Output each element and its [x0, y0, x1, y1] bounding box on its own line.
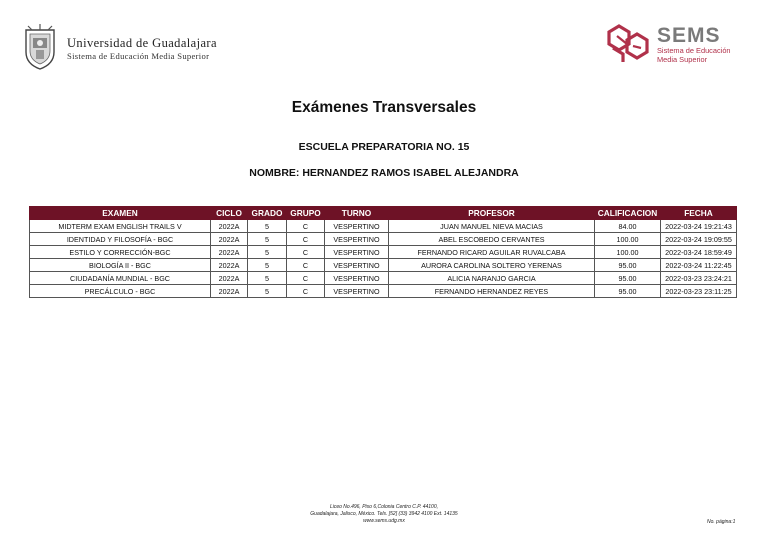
- cell-teacher: JUAN MANUEL NIEVA MACIAS: [389, 220, 595, 233]
- cell-shift: VESPERTINO: [325, 259, 389, 272]
- table-row: [30, 246, 737, 259]
- cell-cycle: 2022A: [211, 285, 248, 298]
- cell-exam: ESTILO Y CORRECCIÓN-BGC: [30, 246, 211, 259]
- cell-group: C: [287, 285, 325, 298]
- column-header-shift: TURNO: [325, 207, 389, 220]
- school-name: ESCUELA PREPARATORIA NO. 15: [298, 141, 470, 153]
- cell-shift: VESPERTINO: [325, 272, 389, 285]
- udg-subtitle: Sistema de Educación Media Superior: [67, 51, 210, 61]
- grades-table: [29, 206, 737, 298]
- cell-cycle: 2022A: [211, 220, 248, 233]
- table-row: [30, 285, 737, 298]
- cell-group: C: [287, 220, 325, 233]
- table-row: [30, 220, 737, 233]
- sems-mark-icon: [605, 24, 651, 64]
- column-header-group: GRUPO: [287, 207, 325, 220]
- table-row: [30, 233, 737, 246]
- cell-grade: 5: [248, 272, 287, 285]
- cell-shift: VESPERTINO: [325, 285, 389, 298]
- table-row: [30, 259, 737, 272]
- cell-score: 84.00: [595, 220, 661, 233]
- cell-exam: PRECÁLCULO - BGC: [30, 285, 211, 298]
- table-header-row: [30, 207, 737, 220]
- report-title: Exámenes Transversales: [291, 99, 477, 116]
- cell-exam: MIDTERM EXAM ENGLISH TRAILS V: [30, 220, 211, 233]
- column-header-exam: EXAMEN: [30, 207, 211, 220]
- cell-score: 95.00: [595, 259, 661, 272]
- cell-cycle: 2022A: [211, 233, 248, 246]
- cell-cycle: 2022A: [211, 246, 248, 259]
- cell-cycle: 2022A: [211, 259, 248, 272]
- cell-score: 100.00: [595, 246, 661, 259]
- footer-line2: Guadalajara, Jalisco, México. Tels. [52] (33) 3942 4100 Ext. 14135: [310, 511, 458, 517]
- cell-score: 95.00: [595, 285, 661, 298]
- cell-score: 95.00: [595, 272, 661, 285]
- cell-score: 100.00: [595, 233, 661, 246]
- cell-teacher: FERNANDO RICARD AGUILAR RUVALCABA: [389, 246, 595, 259]
- footer-address: [0, 504, 768, 525]
- cell-date: 2022-03-24 11:22:45: [661, 259, 737, 272]
- cell-group: C: [287, 272, 325, 285]
- sems-acronym: SEMS: [657, 24, 721, 47]
- cell-cycle: 2022A: [211, 272, 248, 285]
- footer-line3: www.sems.udg.mx: [363, 518, 405, 524]
- table-row: [30, 272, 737, 285]
- sems-subtitle-line1: Sistema de Educación: [657, 46, 731, 55]
- cell-grade: 5: [248, 285, 287, 298]
- cell-grade: 5: [248, 220, 287, 233]
- cell-date: 2022-03-24 19:09:55: [661, 233, 737, 246]
- cell-teacher: FERNANDO HERNANDEZ REYES: [389, 285, 595, 298]
- udg-crest-icon: [22, 24, 58, 70]
- page-number: No. página:1: [707, 519, 736, 525]
- cell-exam: IDENTIDAD Y FILOSOFÍA - BGC: [30, 233, 211, 246]
- footer-line1: Liceo No.496, Piso 6,Colonia Centro C.P. 44100,: [329, 504, 439, 510]
- cell-teacher: AURORA CAROLINA SOLTERO YERENAS: [389, 259, 595, 272]
- cell-group: C: [287, 246, 325, 259]
- udg-logo: [22, 24, 242, 74]
- cell-shift: VESPERTINO: [325, 220, 389, 233]
- cell-exam: BIOLOGÍA II - BGC: [30, 259, 211, 272]
- column-header-teacher: PROFESOR: [389, 207, 595, 220]
- column-header-score: CALIFICACION: [595, 207, 661, 220]
- cell-shift: VESPERTINO: [325, 233, 389, 246]
- cell-grade: 5: [248, 246, 287, 259]
- udg-name: Universidad de Guadalajara: [67, 36, 217, 50]
- cell-grade: 5: [248, 259, 287, 272]
- column-header-cycle: CICLO: [211, 207, 248, 220]
- cell-grade: 5: [248, 233, 287, 246]
- sems-subtitle-line2: Media Superior: [657, 54, 708, 64]
- cell-date: 2022-03-23 23:11:25: [661, 285, 737, 298]
- cell-shift: VESPERTINO: [325, 246, 389, 259]
- student-name: NOMBRE: HERNANDEZ RAMOS ISABEL ALEJANDRA: [249, 167, 519, 179]
- column-header-date: FECHA: [661, 207, 737, 220]
- cell-date: 2022-03-23 23:24:21: [661, 272, 737, 285]
- cell-date: 2022-03-24 19:21:43: [661, 220, 737, 233]
- cell-group: C: [287, 259, 325, 272]
- cell-date: 2022-03-24 18:59:49: [661, 246, 737, 259]
- cell-teacher: ALICIA NARANJO GARCIA: [389, 272, 595, 285]
- cell-exam: CIUDADANÍA MUNDIAL - BGC: [30, 272, 211, 285]
- cell-group: C: [287, 233, 325, 246]
- cell-teacher: ABEL ESCOBEDO CERVANTES: [389, 233, 595, 246]
- sems-logo: [605, 24, 755, 68]
- column-header-grade: GRADO: [248, 207, 287, 220]
- sems-subtitle: [657, 47, 731, 64]
